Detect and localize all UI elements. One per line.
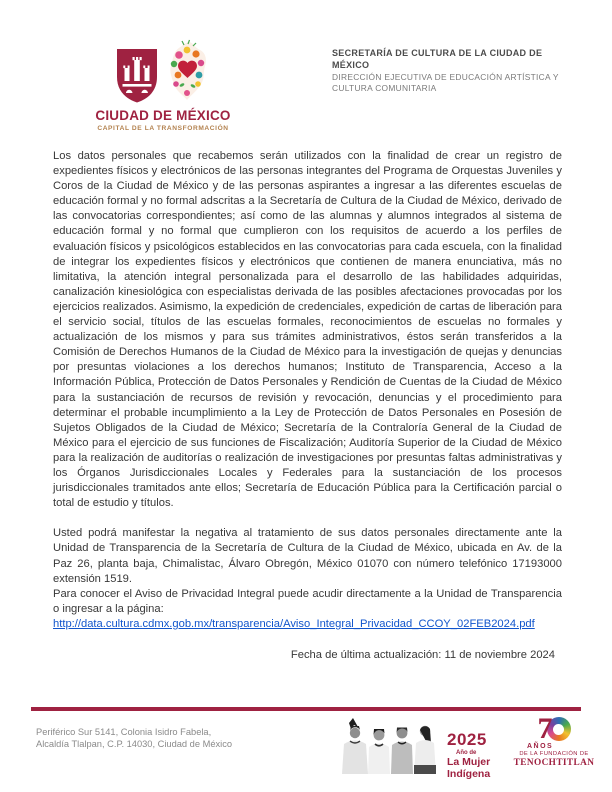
badge-year-prefix: Año de [456, 750, 477, 756]
badge-foundation-line: DE LA FUNDACIÓN DE [519, 751, 589, 757]
badge-year-line2: Indígena [447, 767, 491, 780]
cdmx-logo [93, 38, 233, 132]
last-update-line: Fecha de última actualización: 11 de noviembre 2024 [290, 649, 555, 661]
privacy-notice-link[interactable]: http://data.cultura.cdmx.gob.mx/transparencia/Aviso_Integral_Privacidad_CCOY_02FEB2024.pdf [53, 617, 535, 630]
notice-paragraph-2: Usted podrá manifestar la negativa al tratamiento de sus datos personales directamente ante la Unidad de Transparencia de la Secretaría de Cultura de la Ciudad de México, ubicada en Av. de la Paz 26, planta baja, Chimalistac, Álvaro Obregón, México 01070 con número telefónico 17193000 extensión 1519. [53, 527, 562, 585]
notice-body [53, 149, 562, 663]
badge-70-number-row [513, 712, 595, 746]
cdmx-map-flowers-icon [165, 38, 211, 104]
cdmx-shield-icon [115, 47, 159, 104]
footer-address [36, 726, 232, 750]
badge-year-line1: La Mujer [447, 756, 491, 768]
address-line-1: Periférico Sur 5141, Colonia Isidro Fabela, [36, 727, 212, 737]
badge-year: 2025 [447, 730, 487, 749]
notice-paragraph-3: Para conocer el Aviso de Privacidad Integral puede acudir directamente a la Unidad de Transparencia o ingresar a la página: [53, 587, 562, 615]
brand-subtitle: CAPITAL DE LA TRANSFORMACIÓN [97, 125, 229, 132]
indigenous-women-photo [339, 717, 441, 774]
cdmx-logo-images [93, 38, 233, 104]
footer-divider [31, 707, 581, 711]
badge-tenochtitlan-line: TENOCHTITLAN [513, 758, 595, 768]
brand-title: CIUDAD DE MÉXICO [95, 108, 231, 123]
badge-number-7: 7 [537, 712, 553, 745]
notice-paragraph-1: Los datos personales que recabemos serán utilizados con la finalidad de crear un registro de expedientes físicos y electrónicos de las personas integrantes del Programa de Orquestas Juveniles y Coros de la Ciudad de México y de las personas aspirantes a ingresar a las diferentes escuelas de educación formal y no formal adscritas a la Secretaría de Cultura de la Ciudad de México, derivado de las convocatorias correspondientes; así como de las alumnas y alumnos integrados al sistema de educación formal y no formal que cumplieron con los requisitos de acuerdo a los perfiles de evaluación físicos y psicológicos establecidos en las convocatorias para cada escuela, con la finalidad de integrar los expedientes físicos y electrónicos que contienen de manera enunciativa, más no limitativa, la atención integral personalizada para el desarrollo de las habilidades adquiridas, canalización kinesiológica con especialistas derivada de las posibles afectaciones provocadas por los ejercicios realizados. Asimismo, la expedición de credenciales, expedición de cartas de liberación para el servicio social, títulos de las escuelas formales, reconocimientos de escuelas no formales y actualización de los mismos y para sus trámites administrativos, éstos serán transferidos a la Comisión de Derechos Humanos de la Ciudad de México para la investigación de quejas y denuncias por presuntas violaciones a los derechos humanos; Instituto de Transparencia, Acceso a la Información Pública, Protección de Datos Personales y Rendición de Cuentas de la Ciudad de México para la sustanciación de recursos de revisión y revocación, denuncias y el procedimiento para determinar el probable incumplimiento a la Ley de Protección de Datos Personales en Posesión de Sujetos Obligados de la Ciudad de México; Secretaría de la Contraloría General de la Ciudad de México para el ejercicio de sus funciones de Fiscalización; Auditoría Superior de la Ciudad de México para la realización de auditorías o realización de investigaciones por presuntas faltas administrativas y los Órganos Jurisdiccionales Locales y Federales para la sustanciación de los procesos jurisdiccionales tramitados ante ellos; Secretaría de Educación Pública para la Certificación parcial o total de estudio y títulos. [53, 150, 562, 510]
badge-anios: AÑOS [527, 743, 554, 750]
org-header [332, 47, 568, 94]
address-line-2: Alcaldía Tlalpan, C.P. 14030, Ciudad de México [36, 739, 233, 749]
org-subtitle: DIRECCIÓN EJECUTIVA DE EDUCACIÓN ARTÍSTICA Y CULTURA COMUNITARIA [332, 72, 559, 93]
tenochtitlan-700-badge [513, 712, 595, 768]
org-title: SECRETARÍA DE CULTURA DE LA CIUDAD DE MÉXICO [332, 48, 543, 70]
year-2025-badge [447, 731, 490, 779]
